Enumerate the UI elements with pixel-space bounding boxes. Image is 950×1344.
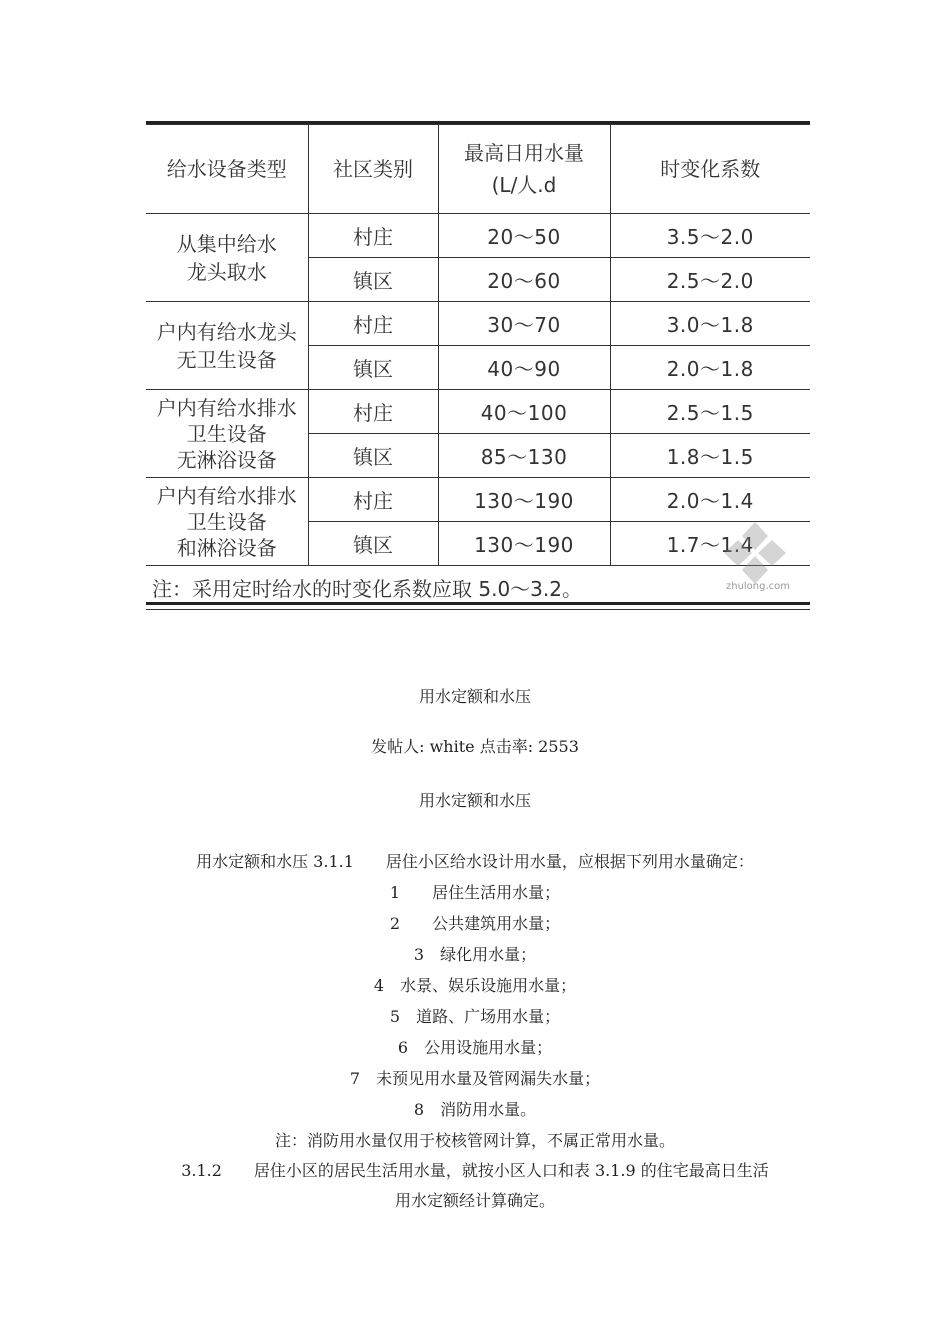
usage-cell: 85～130 bbox=[438, 434, 610, 478]
coef-cell: 1.8～1.5 bbox=[610, 434, 810, 478]
table-note: 注：采用定时给水的时变化系数应取 5.0～3.2。 bbox=[146, 566, 810, 610]
table-header-row bbox=[146, 125, 810, 214]
paragraph-3-1-1: 用水定额和水压 3.1.1 居住小区给水设计用水量，应根据下列用水量确定： bbox=[196, 852, 754, 871]
equipment-type-line: 户内有给水排水 bbox=[156, 395, 297, 420]
table-row bbox=[146, 478, 810, 522]
community-cell: 镇区 bbox=[308, 522, 438, 566]
coef-cell: 2.5～2.0 bbox=[610, 258, 810, 302]
table-row bbox=[146, 390, 810, 434]
table-note-row bbox=[146, 566, 810, 610]
list-item: 1 居住生活用水量； bbox=[389, 883, 561, 902]
community-cell: 村庄 bbox=[308, 302, 438, 346]
community-cell: 镇区 bbox=[308, 434, 438, 478]
usage-cell: 40～100 bbox=[438, 390, 610, 434]
coef-cell: 1.7～1.4 bbox=[610, 522, 810, 566]
header-max-daily-usage bbox=[438, 125, 610, 214]
table-row bbox=[146, 214, 810, 258]
equipment-type-cell bbox=[146, 214, 308, 302]
usage-cell: 20～50 bbox=[438, 214, 610, 258]
list-item: 3 绿化用水量； bbox=[413, 945, 537, 964]
usage-cell: 30～70 bbox=[438, 302, 610, 346]
list-item: 7 未预见用水量及管网漏失水量； bbox=[349, 1069, 601, 1088]
community-cell: 村庄 bbox=[308, 478, 438, 522]
usage-cell: 40～90 bbox=[438, 346, 610, 390]
post-meta: 发帖人: white 点击率: 2553 bbox=[371, 737, 579, 756]
equipment-type-line: 户内有给水龙头 bbox=[156, 319, 297, 344]
list-item: 6 公用设施用水量； bbox=[397, 1038, 553, 1057]
header-usage-line2: (L/人.d bbox=[491, 173, 557, 197]
list-item: 2 公共建筑用水量； bbox=[389, 914, 561, 933]
coef-cell: 2.0～1.8 bbox=[610, 346, 810, 390]
community-cell: 村庄 bbox=[308, 390, 438, 434]
coef-cell: 2.5～1.5 bbox=[610, 390, 810, 434]
paragraph-3-1-2-line2: 用水定额经计算确定。 bbox=[394, 1191, 555, 1210]
paragraph-3-1-2-line1: 3.1.2 居住小区的居民生活用水量，就按小区人口和表 3.1.9 的住宅最高日生活 bbox=[181, 1161, 769, 1180]
list-item: 8 消防用水量。 bbox=[413, 1100, 537, 1119]
equipment-type-line: 龙头取水 bbox=[186, 259, 267, 284]
table-row bbox=[146, 302, 810, 346]
quota-table bbox=[146, 124, 810, 610]
water-quota-table bbox=[146, 121, 810, 605]
equipment-type-cell bbox=[146, 302, 308, 390]
watermark-text: zhulong.com bbox=[725, 581, 790, 592]
article-title: 用水定额和水压 bbox=[418, 687, 531, 706]
equipment-type-line: 无卫生设备 bbox=[176, 347, 277, 372]
list-item: 4 水景、娱乐设施用水量； bbox=[373, 976, 577, 995]
equipment-type-line: 和淋浴设备 bbox=[176, 535, 277, 560]
equipment-type-line: 无淋浴设备 bbox=[176, 447, 277, 472]
community-cell: 镇区 bbox=[308, 258, 438, 302]
equipment-type-cell bbox=[146, 390, 308, 478]
community-cell: 镇区 bbox=[308, 346, 438, 390]
usage-cell: 20～60 bbox=[438, 258, 610, 302]
equipment-type-line: 从集中给水 bbox=[176, 231, 277, 256]
equipment-type-line: 卫生设备 bbox=[186, 509, 267, 534]
usage-cell: 130～190 bbox=[438, 522, 610, 566]
coef-cell: 2.0～1.4 bbox=[610, 478, 810, 522]
header-usage-line1: 最高日用水量 bbox=[464, 141, 584, 165]
equipment-type-line: 卫生设备 bbox=[186, 421, 267, 446]
coef-cell: 3.0～1.8 bbox=[610, 302, 810, 346]
header-hourly-coef: 时变化系数 bbox=[610, 125, 810, 214]
section-title: 用水定额和水压 bbox=[418, 791, 531, 810]
list-item: 5 道路、广场用水量； bbox=[389, 1007, 561, 1026]
header-equipment-type: 给水设备类型 bbox=[146, 125, 308, 214]
header-community-type: 社区类别 bbox=[308, 125, 438, 214]
coef-cell: 3.5～2.0 bbox=[610, 214, 810, 258]
usage-cell: 130～190 bbox=[438, 478, 610, 522]
equipment-type-line: 户内有给水排水 bbox=[156, 483, 297, 508]
community-cell: 村庄 bbox=[308, 214, 438, 258]
equipment-type-cell bbox=[146, 478, 308, 566]
fire-water-note: 注：消防用水量仅用于校核管网计算，不属正常用水量。 bbox=[274, 1131, 675, 1150]
